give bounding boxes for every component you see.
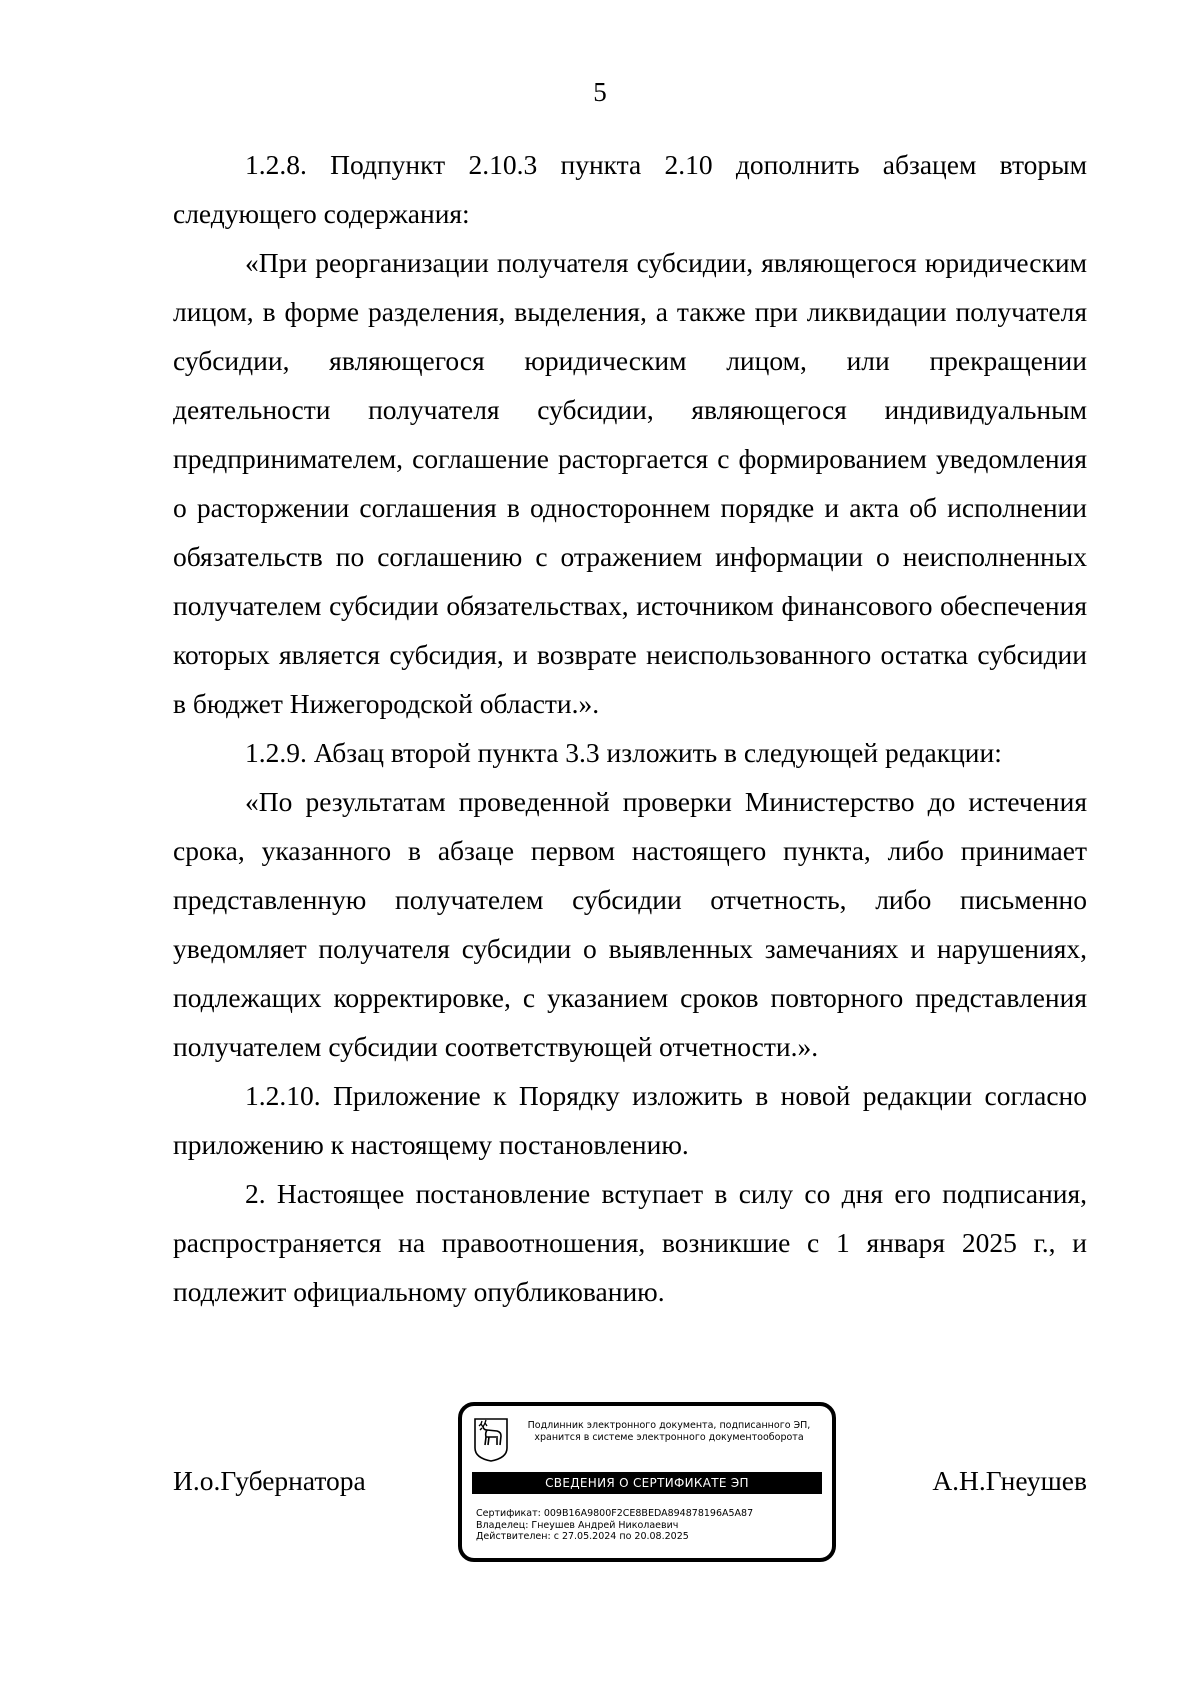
paragraph-2-effective: 2. Настоящее постановление вступает в силу со дня его подписания, распространяется на правоотношения, возникшие с 1 января 2025 г., и подлежит официальному опубликованию. xyxy=(173,1178,1087,1307)
stamp-note-line-2: хранится в системе электронного документооборота xyxy=(534,1432,804,1443)
stamp-note-line-1: Подлинник электронного документа, подписанного ЭП, xyxy=(527,1420,811,1431)
signatory-name: А.Н.Гнеушев xyxy=(932,1465,1087,1496)
certificate-validity: Действителен: с 27.05.2024 по 20.08.2025 xyxy=(476,1531,689,1542)
electronic-signature-stamp xyxy=(458,1402,836,1562)
stamp-note xyxy=(514,1420,824,1444)
page-number: 5 xyxy=(593,77,607,107)
deer-emblem-icon xyxy=(474,1418,508,1462)
signatory-title: И.о.Губернатора xyxy=(173,1465,366,1496)
paragraph-1-2-10: 1.2.10. Приложение к Порядку изложить в новой редакции согласно приложению к настоящему постановлению. xyxy=(173,1080,1087,1160)
paragraph-1-2-8: 1.2.8. Подпункт 2.10.3 пункта 2.10 дополнить абзацем вторым следующего содержания: xyxy=(173,149,1087,229)
paragraph-quote-verification: «По результатам проведенной проверки Министерство до истечения срока, указанного в абзаце первом настоящего пункта, либо принимает представленную получателем субсидии отчетность, либо письменно уведомляет получателя субсидии о выявленных замечаниях и нарушениях, подлежащих корректировке, с указанием сроков повторного представления получателем субсидии соответствующей отчетности.». xyxy=(173,786,1087,1062)
paragraph-1-2-9: 1.2.9. Абзац второй пункта 3.3 изложить в следующей редакции: xyxy=(245,737,1002,768)
certificate-number: Сертификат: 009B16A9800F2CE8BEDA894878196A5A87 xyxy=(476,1508,754,1519)
paragraph-quote-reorganization: «При реорганизации получателя субсидии, являющегося юридическим лицом, в форме разделения, выделения, а также при ликвидации получателя субсидии, являющегося юридическим лицом, или прекращении деятельности получателя субсидии, являющегося индивидуальным предпринимателем, соглашение расторгается с формированием уведомления о расторжении соглашения в одностороннем порядке и акта об исполнении обязательств по соглашению с отражением информации о неисполненных получателем субсидии обязательствах, источником финансового обеспечения которых является субсидия, и возврате неиспользованного остатка субсидии в бюджет Нижегородской области.». xyxy=(173,247,1087,719)
certificate-owner: Владелец: Гнеушев Андрей Николаевич xyxy=(476,1519,679,1531)
document-body xyxy=(173,140,1087,1316)
stamp-header: СВЕДЕНИЯ О СЕРТИФИКАТЕ ЭП xyxy=(472,1472,822,1494)
certificate-details xyxy=(476,1508,826,1543)
signature-block xyxy=(173,1402,1087,1572)
